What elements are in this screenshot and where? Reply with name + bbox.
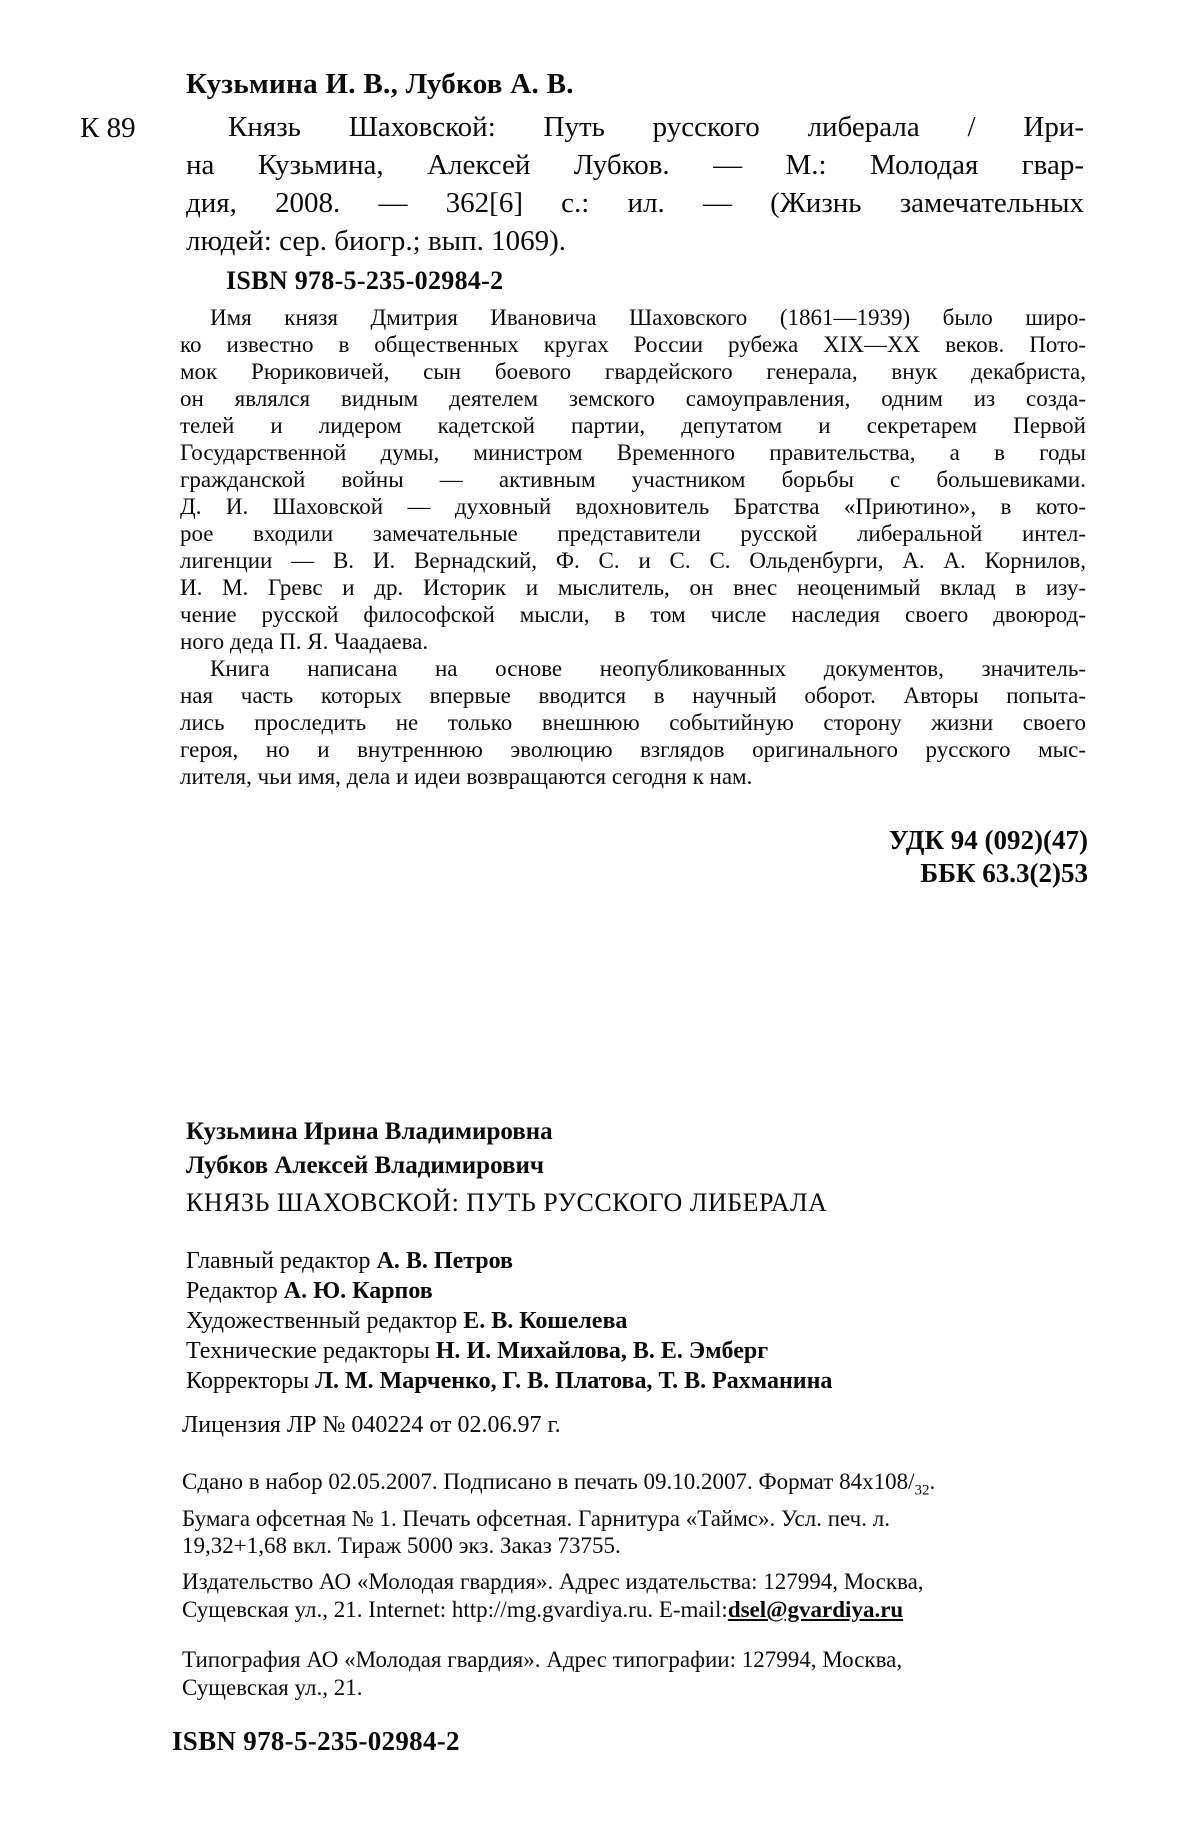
text-line: героя, но и внутреннюю эволюцию взглядов оригинального русского мыс- [180,737,1086,762]
staff-role: Главный редактор [186,1248,371,1274]
staff-role: Художественный редактор [186,1308,458,1334]
publisher-line-1: Издательство АО «Молодая гвардия». Адрес издательства: 127994, Москва, [182,1569,924,1594]
text-line: мок Рюриковичей, сын боевого гвардейского генерала, внук декабриста, [180,359,1086,384]
text-line: Князь Шаховской: Путь русского либерала / Ири- [228,111,1084,143]
printer-line-1: Типография АО «Молодая гвардия». Адрес типографии: 127994, Москва, [182,1647,903,1672]
staff-role: Корректоры [186,1368,310,1394]
text-line: ная часть которых впервые вводится в научный оборот. Авторы попыта- [180,683,1086,708]
print-run-line-3: 19,32+1,68 вкл. Тираж 5000 экз. Заказ 73755. [182,1532,621,1558]
print-format-text: Сдано в набор 02.05.2007. Подписано в печать 09.10.2007. Формат 84х108/ [182,1469,915,1494]
text-line: лигенции — В. И. Вернадский, Ф. С. и С. С. Ольденбурги, А. А. Корнилов, [180,548,1086,573]
text-line: Государственной думы, министром Временного правительства, а в годы [180,440,1086,465]
staff-names: А. Ю. Карпов [283,1278,433,1304]
text-line: рое входили замечательные представители русской либеральной интел- [180,521,1086,546]
isbn-bottom: ISBN 978-5-235-02984-2 [172,1726,460,1756]
staff-line-proofreaders [186,1366,832,1396]
catalog-authors-heading: Кузьмина И. В., Лубков А. В. [186,68,574,100]
staff-role: Редактор [186,1278,278,1304]
book-title: КНЯЗЬ ШАХОВСКОЙ: ПУТЬ РУССКОГО ЛИБЕРАЛА [186,1188,828,1217]
bibliographic-citation [186,108,1084,260]
text-line: Д. И. Шаховской — духовный вдохновитель Братства «Приютино», в кото- [180,494,1086,519]
udk-code: УДК 94 (092)(47) [888,825,1088,855]
text-line: Имя князя Дмитрия Ивановича Шаховского (1861—1939) было широ- [210,305,1086,330]
imprint-author-1: Кузьмина Ирина Владимировна [186,1118,553,1145]
imprint-author-2: Лубков Алексей Владимирович [186,1152,544,1179]
annotation-paragraph-2 [180,655,1086,790]
text-line: чение русской философской мысли, в том числе наследия своего двоюрод- [180,602,1086,627]
annotation-block [180,304,1086,790]
staff-role: Технические редакторы [186,1338,430,1364]
library-index-code: К 89 [80,112,136,144]
text-line: людей: сер. биогр.; вып. 1069). [186,225,567,257]
text-line: И. М. Гревс и др. Историк и мыслитель, он внес неоценимый вклад в изу- [180,575,1086,600]
publisher-block [182,1568,1012,1624]
staff-line-technical-editors [186,1336,832,1366]
text-line: гражданской войны — активным участником борьбы с большевиками. [180,467,1086,492]
classification-codes [889,824,1088,890]
text-line: Книга написана на основе неопубликованных документов, значитель- [210,656,1086,681]
publisher-line-2 [182,1596,1012,1624]
license-line: Лицензия ЛР № 040224 от 02.06.97 г. [182,1412,561,1438]
staff-line-editor [186,1276,832,1306]
text-line: он являлся видным деятелем земского самоуправления, одним из созда- [180,386,1086,411]
annotation-paragraph-1 [180,304,1086,655]
publisher-address-text: Сущевская ул., 21. Internet: http://mg.gvardiya.ru. E-mail: [182,1597,728,1622]
editorial-staff-block [186,1246,832,1396]
isbn-top: ISBN 978-5-235-02984-2 [226,266,504,295]
text-line: лись проследить не только внешнюю событийную сторону жизни своего [180,710,1086,735]
staff-line-art-editor [186,1306,832,1336]
bbk-code: ББК 63.3(2)53 [920,858,1088,888]
text-line: ко известно в общественных кругах России рубежа XIX—XX веков. Пото- [180,332,1086,357]
staff-line-chief-editor [186,1246,832,1276]
text-line: дия, 2008. — 362[6] с.: ил. — (Жизнь замечательных [186,187,1084,219]
text-line: на Кузьмина, Алексей Лубков. — М.: Молодая гвар- [186,149,1084,181]
staff-names: Н. И. Михайлова, В. Е. Эмберг [435,1338,769,1364]
print-run-block [182,1468,1012,1559]
print-format-period: . [929,1469,936,1494]
staff-names: Е. В. Кошелева [463,1308,628,1334]
printing-house-block [182,1646,1012,1702]
publisher-email: dsel@gvardiya.ru [727,1597,904,1622]
printer-line-2: Сущевская ул., 21. [182,1675,363,1700]
text-line: лителя, чьи имя, дела и идеи возвращаются сегодня к нам. [180,764,753,789]
text-line: телей и лидером кадетской партии, депутатом и секретарем Первой [180,413,1086,438]
print-run-line-1 [182,1468,1012,1505]
print-format-subscript: 32 [914,1482,930,1499]
staff-names: А. В. Петров [376,1248,514,1274]
text-line: ного деда П. Я. Чаадаева. [180,629,429,654]
print-run-line-2: Бумага офсетная № 1. Печать офсетная. Гарнитура «Таймс». Усл. печ. л. [182,1505,890,1531]
staff-names: Л. М. Марченко, Г. В. Платова, Т. В. Рахманина [315,1368,833,1394]
